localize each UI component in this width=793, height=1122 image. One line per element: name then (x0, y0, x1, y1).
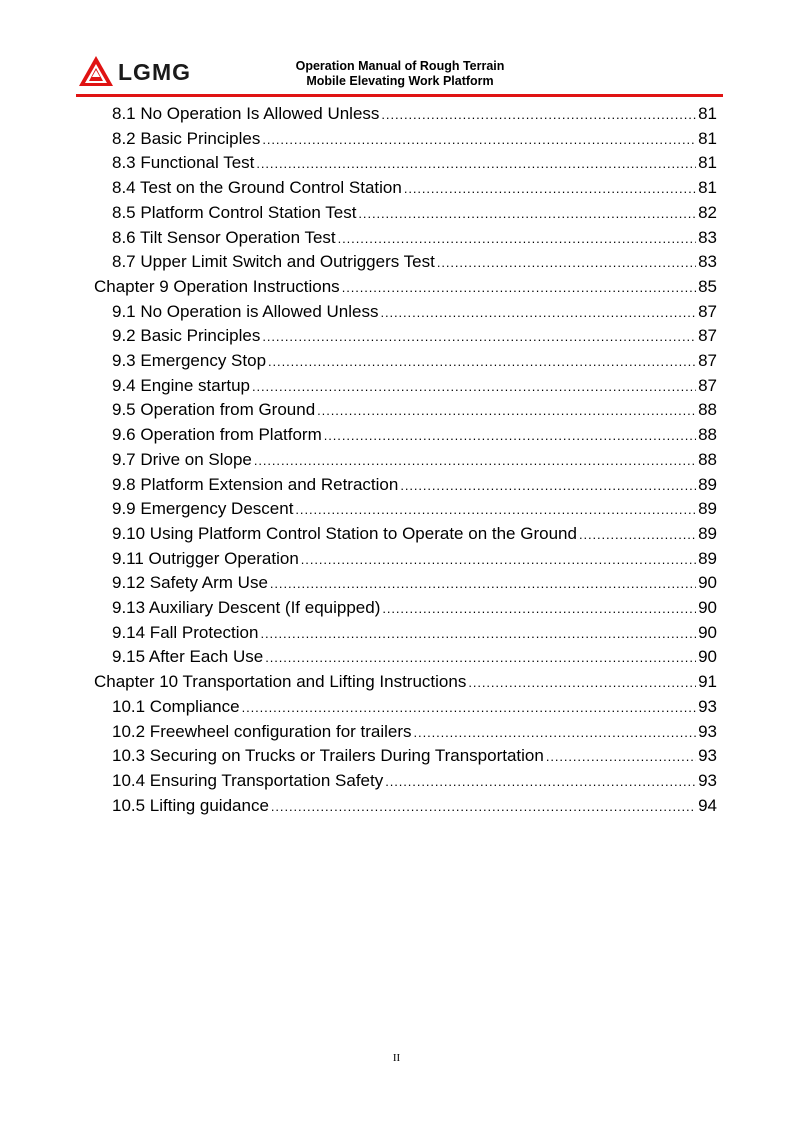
toc-entry-page: 85 (698, 276, 717, 296)
page-number: II (392, 1052, 401, 1064)
toc-dot-leader (385, 771, 696, 793)
toc-dot-leader (262, 326, 696, 348)
toc-section-entry[interactable] (112, 251, 717, 273)
toc-dot-leader (381, 104, 696, 126)
toc-entry-page: 81 (698, 153, 717, 173)
toc-entry-page: 83 (698, 227, 717, 247)
toc-entry-page: 82 (698, 202, 717, 222)
toc-entry-title: 9.5 Operation from Ground (112, 400, 316, 420)
toc-dot-leader (317, 400, 696, 422)
toc-entry-title: 9.4 Engine startup (112, 375, 250, 395)
toc-entry-page: 88 (698, 425, 717, 445)
toc-entry-page: 89 (698, 523, 717, 543)
toc-entry-page: 81 (698, 178, 717, 198)
toc-dot-leader (400, 475, 696, 497)
toc-entry-title: 9.10 Using Platform Control Station to Operate on the Ground (112, 523, 577, 543)
toc-dot-leader (414, 722, 697, 744)
toc-dot-leader (260, 623, 696, 645)
toc-section-entry[interactable] (112, 597, 717, 619)
toc-entry-page: 90 (698, 573, 717, 593)
toc-entry-page: 88 (698, 400, 717, 420)
header-divider (76, 94, 723, 97)
toc-entry-page: 87 (698, 326, 717, 346)
toc-entry-title: 8.5 Platform Control Station Test (112, 202, 357, 222)
toc-section-entry[interactable] (112, 745, 717, 767)
toc-section-entry[interactable] (112, 152, 717, 174)
toc-entry-title: 8.7 Upper Limit Switch and Outriggers Test (112, 252, 435, 272)
toc-section-entry[interactable] (112, 696, 717, 718)
toc-section-entry[interactable] (112, 721, 717, 743)
toc-entry-title: 9.3 Emergency Stop (112, 351, 267, 370)
toc-entry-page: 81 (698, 104, 717, 123)
toc-entry-page: 90 (698, 622, 717, 642)
toc-dot-leader (546, 746, 696, 768)
toc-dot-leader (268, 351, 696, 373)
toc-section-entry[interactable] (112, 572, 717, 594)
toc-entry-title: 9.1 No Operation is Allowed Unless (112, 301, 379, 321)
toc-dot-leader (437, 252, 696, 274)
toc-entry-page: 88 (698, 449, 717, 469)
toc-section-entry[interactable] (112, 622, 717, 644)
toc-entry-title: 10.4 Ensuring Transportation Safety (112, 770, 384, 790)
toc-dot-leader (256, 153, 696, 175)
toc-entry-title: Chapter 9 Operation Instructions (94, 276, 340, 296)
toc-entry-title: 9.12 Safety Arm Use (112, 573, 268, 593)
toc-entry-page: 83 (698, 252, 717, 272)
toc-entry-page: 91 (698, 672, 717, 692)
toc-entry-title: 9.9 Emergency Descent (112, 499, 294, 519)
toc-chapter-entry[interactable] (94, 276, 717, 298)
toc-section-entry[interactable] (112, 646, 717, 668)
toc-section-entry[interactable] (112, 227, 717, 249)
toc-section-entry[interactable] (112, 474, 717, 496)
toc-entry-title: 9.8 Platform Extension and Retraction (112, 474, 399, 494)
toc-dot-leader (254, 450, 696, 472)
toc-entry-page: 87 (698, 375, 717, 395)
toc-entry-title: 9.2 Basic Principles (112, 326, 261, 346)
document-title-line2: Mobile Elevating Work Platform (306, 73, 494, 88)
toc-section-entry[interactable] (112, 325, 717, 347)
toc-section-entry[interactable] (112, 795, 717, 817)
toc-section-entry[interactable] (112, 424, 717, 446)
toc-dot-leader (295, 499, 696, 521)
toc-entry-title: 10.3 Securing on Trucks or Trailers During Transportation (112, 746, 544, 766)
toc-section-entry[interactable] (112, 523, 717, 545)
toc-dot-leader (271, 796, 696, 818)
lgmg-triangle-icon (78, 55, 114, 87)
toc-entry-page: 90 (698, 598, 717, 617)
toc-dot-leader (579, 524, 696, 546)
toc-dot-leader (252, 376, 696, 398)
toc-entry-title: 9.15 After Each Use (112, 647, 264, 667)
logo-wordmark: LGMG (118, 59, 191, 85)
toc-entry-page: 87 (698, 351, 717, 370)
page-header (0, 0, 793, 100)
toc-entry-title: 9.6 Operation from Platform (112, 425, 322, 445)
toc-entry-page: 93 (698, 770, 717, 790)
toc-section-entry[interactable] (112, 103, 717, 125)
toc-entry-page: 81 (698, 128, 717, 148)
toc-entry-title: 10.5 Lifting guidance (112, 795, 269, 815)
toc-section-entry[interactable] (112, 548, 717, 570)
toc-entry-title: 9.13 Auxiliary Descent (If equipped) (112, 598, 381, 617)
toc-entry-title: 8.4 Test on the Ground Control Station (112, 178, 402, 198)
toc-entry-page: 94 (698, 795, 717, 815)
toc-section-entry[interactable] (112, 128, 717, 150)
toc-section-entry[interactable] (112, 449, 717, 471)
toc-section-entry[interactable] (112, 498, 717, 520)
toc-dot-leader (242, 697, 697, 719)
toc-dot-leader (338, 228, 696, 250)
toc-section-entry[interactable] (112, 770, 717, 792)
toc-entry-title: 8.3 Functional Test (112, 153, 255, 173)
lgmg-logo (78, 55, 208, 89)
toc-dot-leader (262, 129, 696, 151)
toc-entry-page: 89 (698, 474, 717, 494)
toc-section-entry[interactable] (112, 399, 717, 421)
toc-entry-title: 10.2 Freewheel configuration for trailers (112, 721, 412, 741)
toc-dot-leader (404, 178, 696, 200)
toc-entry-page: 93 (698, 721, 717, 741)
toc-section-entry[interactable] (112, 301, 717, 323)
toc-entry-title: 8.6 Tilt Sensor Operation Test (112, 227, 336, 247)
toc-entry-title: 10.1 Compliance (112, 696, 240, 716)
toc-dot-leader (358, 203, 696, 225)
toc-dot-leader (324, 425, 696, 447)
toc-section-entry[interactable] (112, 177, 717, 199)
toc-entry-title: 8.1 No Operation Is Allowed Unless (112, 104, 380, 123)
toc-dot-leader (468, 672, 696, 694)
toc-section-entry[interactable] (112, 375, 717, 397)
toc-dot-leader (265, 647, 696, 669)
toc-chapter-entry[interactable] (94, 671, 717, 693)
document-title-line1: Operation Manual of Rough Terrain (295, 59, 505, 73)
toc-entry-title: 8.2 Basic Principles (112, 128, 261, 148)
toc-entry-title: 9.7 Drive on Slope (112, 449, 252, 469)
toc-entry-page: 93 (698, 746, 717, 766)
document-title (250, 59, 550, 88)
toc-dot-leader (301, 549, 696, 571)
toc-entry-page: 89 (698, 548, 717, 568)
toc-entry-title: 9.14 Fall Protection (112, 622, 259, 642)
toc-entry-page: 89 (698, 499, 717, 519)
toc-entry-page: 93 (698, 696, 717, 716)
toc-section-entry[interactable] (112, 202, 717, 224)
toc-entry-page: 90 (698, 647, 717, 667)
toc-section-entry[interactable] (112, 350, 717, 372)
toc-entry-page: 87 (698, 301, 717, 321)
toc-dot-leader (382, 598, 696, 620)
toc-dot-leader (342, 277, 696, 299)
toc-entry-title: Chapter 10 Transportation and Lifting Instructions (94, 672, 467, 692)
toc-dot-leader (380, 302, 696, 324)
toc-entry-title: 9.11 Outrigger Operation (112, 548, 299, 568)
toc-dot-leader (270, 573, 696, 595)
